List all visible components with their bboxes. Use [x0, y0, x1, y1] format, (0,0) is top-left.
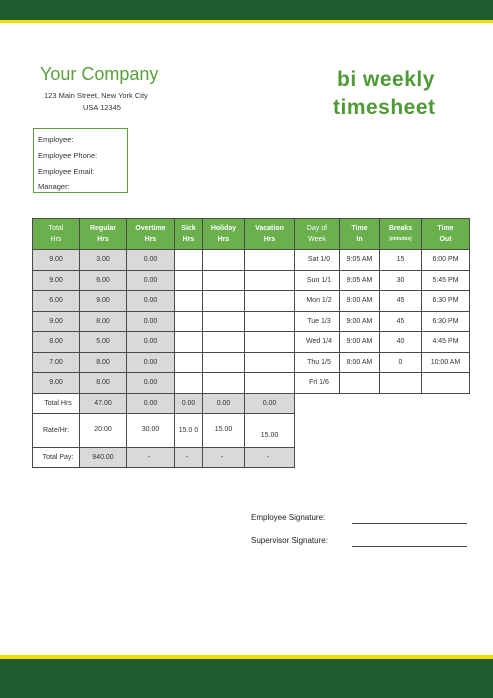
vacation-hrs-cell[interactable] — [245, 311, 295, 332]
breaks-cell[interactable]: 45 — [380, 311, 422, 332]
time-in-cell[interactable]: 9:00 AM — [340, 332, 380, 353]
day-of-week-cell[interactable]: Fri 1/6 — [295, 373, 340, 394]
company-name: Your Company — [40, 64, 159, 84]
regular-hrs-cell[interactable]: 8.00 — [80, 311, 127, 332]
sick-hrs-cell[interactable] — [175, 352, 203, 373]
overtime-hrs-cell[interactable]: 0.00 — [127, 311, 175, 332]
column-header-line2: Week — [308, 236, 326, 243]
column-header — [33, 219, 80, 250]
total-hrs-regular: 47.00 — [80, 393, 127, 414]
vacation-hrs-cell[interactable] — [245, 270, 295, 291]
day-of-week-cell[interactable]: Sun 1/1 — [295, 270, 340, 291]
column-header — [127, 219, 175, 250]
vacation-hrs-cell[interactable] — [245, 250, 295, 271]
regular-hrs-cell[interactable]: 5.00 — [80, 332, 127, 353]
column-header-line2: Hrs — [182, 236, 195, 243]
time-out-cell[interactable]: 10:00 AM — [422, 352, 470, 373]
total-pay-vacation: - — [245, 448, 295, 468]
supervisor-signature-label: Supervisor Signature: — [251, 536, 328, 545]
total-pay-overtime: - — [127, 448, 175, 468]
title-line2: timesheet — [333, 96, 436, 119]
holiday-hrs-cell[interactable] — [203, 270, 245, 291]
time-in-cell[interactable] — [340, 373, 380, 394]
holiday-hrs-cell[interactable] — [203, 332, 245, 353]
column-header-line2: In — [356, 236, 363, 243]
time-out-cell[interactable]: 5:45 PM — [422, 270, 470, 291]
rate-holiday[interactable]: 15.00 — [203, 414, 245, 448]
overtime-hrs-cell[interactable]: 0.00 — [127, 332, 175, 353]
employee-signature-label: Employee Signature: — [251, 513, 326, 522]
overtime-hrs-cell[interactable]: 0.00 — [127, 270, 175, 291]
empty-area — [295, 393, 470, 414]
time-in-cell[interactable]: 9:05 AM — [340, 250, 380, 271]
column-header — [245, 219, 295, 250]
total-hrs-overtime: 0.00 — [127, 393, 175, 414]
title-line1: bi weekly — [337, 68, 435, 91]
table-row — [33, 250, 470, 271]
column-header — [340, 219, 380, 250]
time-in-cell[interactable]: 9:00 AM — [340, 291, 380, 312]
day-of-week-cell[interactable]: Thu 1/5 — [295, 352, 340, 373]
column-header-line1: Regular — [89, 225, 117, 232]
total-pay-row — [33, 448, 470, 468]
supervisor-signature-line[interactable] — [352, 546, 467, 547]
column-header-line1: Total — [48, 225, 64, 232]
holiday-hrs-cell[interactable] — [203, 291, 245, 312]
table-row — [33, 352, 470, 373]
total-hrs-vacation: 0.00 — [245, 393, 295, 414]
time-out-cell[interactable] — [422, 373, 470, 394]
column-header — [80, 219, 127, 250]
sick-hrs-cell[interactable] — [175, 250, 203, 271]
total-hrs-row — [33, 393, 470, 414]
table-row — [33, 332, 470, 353]
sick-hrs-cell[interactable] — [175, 332, 203, 353]
column-header-line1: Overtime — [135, 225, 166, 232]
column-header — [295, 219, 340, 250]
table-row — [33, 373, 470, 394]
rate-vacation[interactable]: 15.00 — [245, 414, 295, 448]
column-header-line2: Out — [439, 236, 452, 243]
overtime-hrs-cell[interactable]: 0.00 — [127, 291, 175, 312]
manager-label: Manager: — [38, 182, 70, 191]
column-header-line1: Breaks — [388, 225, 413, 232]
rate-overtime[interactable]: 30.00 — [127, 414, 175, 448]
holiday-hrs-cell[interactable] — [203, 352, 245, 373]
breaks-cell[interactable]: 45 — [380, 291, 422, 312]
total-hrs-cell: 9.00 — [33, 311, 80, 332]
time-in-cell[interactable]: 9:05 AM — [340, 270, 380, 291]
day-of-week-cell[interactable]: Tue 1/3 — [295, 311, 340, 332]
total-pay-label: Total Pay: — [33, 448, 80, 468]
total-hrs-cell: 9.00 — [33, 373, 80, 394]
table-body — [33, 250, 470, 468]
column-header-line2: Hrs — [50, 236, 62, 243]
column-header-line2: (minutes) — [389, 236, 412, 242]
total-hrs-cell: 6.00 — [33, 291, 80, 312]
total-pay-holiday: - — [203, 448, 245, 468]
total-hrs-cell: 9.00 — [33, 270, 80, 291]
rate-regular[interactable]: 20.00 — [80, 414, 127, 448]
sick-hrs-cell[interactable] — [175, 291, 203, 312]
overtime-hrs-cell[interactable]: 0.00 — [127, 352, 175, 373]
total-hrs-cell: 8.00 — [33, 332, 80, 353]
column-header-line2: Hrs — [263, 236, 276, 243]
overtime-hrs-cell[interactable]: 0.00 — [127, 373, 175, 394]
empty-area — [295, 448, 470, 468]
employee-phone-label: Employee Phone: — [38, 151, 98, 160]
column-header-line1: Time — [351, 225, 368, 232]
column-header-line1: Time — [437, 225, 454, 232]
day-of-week-cell[interactable]: Sat 1/0 — [295, 250, 340, 271]
vacation-hrs-cell[interactable] — [245, 291, 295, 312]
regular-hrs-cell[interactable]: 8.00 — [80, 373, 127, 394]
total-hrs-label: Total Hrs — [33, 393, 80, 414]
timesheet-table — [32, 218, 470, 468]
vacation-hrs-cell[interactable] — [245, 352, 295, 373]
column-header — [380, 219, 422, 250]
time-out-cell[interactable]: 6:00 PM — [422, 250, 470, 271]
holiday-hrs-cell[interactable] — [203, 311, 245, 332]
rate-sick[interactable]: 15.0 0 — [175, 414, 203, 448]
column-header-line1: Sick — [181, 225, 196, 232]
time-in-cell[interactable]: 9:00 AM — [340, 311, 380, 332]
empty-area — [295, 414, 470, 448]
total-hrs-cell: 7.00 — [33, 352, 80, 373]
time-in-cell[interactable]: 8:00 AM — [340, 352, 380, 373]
column-header-line2: Hrs — [144, 236, 157, 243]
breaks-cell[interactable]: 30 — [380, 270, 422, 291]
breaks-cell[interactable] — [380, 373, 422, 394]
breaks-cell[interactable]: 0 — [380, 352, 422, 373]
total-pay-sick: - — [175, 448, 203, 468]
regular-hrs-cell[interactable]: 8.00 — [80, 352, 127, 373]
company-address-line2: USA 12345 — [83, 103, 121, 112]
sick-hrs-cell[interactable] — [175, 270, 203, 291]
day-of-week-cell[interactable]: Mon 1/2 — [295, 291, 340, 312]
rate-label: Rate/Hr: — [33, 414, 80, 448]
time-out-cell[interactable]: 6:30 PM — [422, 311, 470, 332]
total-hrs-holiday: 0.00 — [203, 393, 245, 414]
rate-row — [33, 414, 470, 448]
total-hrs-cell: 9.00 — [33, 250, 80, 271]
column-header-line2: Hrs — [97, 236, 109, 243]
column-header — [175, 219, 203, 250]
regular-hrs-cell[interactable]: 3.00 — [80, 250, 127, 271]
sick-hrs-cell[interactable] — [175, 373, 203, 394]
column-header-line1: Holiday — [210, 225, 237, 232]
regular-hrs-cell[interactable]: 6.00 — [80, 270, 127, 291]
employee-info-box — [33, 128, 128, 193]
table-row — [33, 311, 470, 332]
column-header — [203, 219, 245, 250]
column-header — [422, 219, 470, 250]
table-row — [33, 270, 470, 291]
holiday-hrs-cell[interactable] — [203, 373, 245, 394]
regular-hrs-cell[interactable]: 9.00 — [80, 291, 127, 312]
total-pay-regular: 940.00 — [80, 448, 127, 468]
overtime-hrs-cell[interactable]: 0.00 — [127, 250, 175, 271]
column-header-line1: Vacation — [255, 225, 284, 232]
vacation-hrs-cell[interactable] — [245, 332, 295, 353]
column-header-line1: Day of — [306, 225, 328, 232]
sick-hrs-cell[interactable] — [175, 311, 203, 332]
top-band — [0, 0, 493, 20]
breaks-cell[interactable]: 40 — [380, 332, 422, 353]
company-address-line1: 123 Main Street, New York City — [44, 91, 148, 100]
holiday-hrs-cell[interactable] — [203, 250, 245, 271]
column-header-line2: Hrs — [217, 236, 230, 243]
bottom-band — [0, 659, 493, 698]
top-accent-stripe — [0, 20, 493, 23]
employee-email-label: Employee Email: — [38, 167, 95, 176]
table-row — [33, 291, 470, 312]
day-of-week-cell[interactable]: Wed 1/4 — [295, 332, 340, 353]
table-header-row — [33, 219, 470, 250]
total-hrs-sick: 0.00 — [175, 393, 203, 414]
time-out-cell[interactable]: 4:45 PM — [422, 332, 470, 353]
time-out-cell[interactable]: 6:30 PM — [422, 291, 470, 312]
employee-label: Employee: — [38, 135, 74, 144]
breaks-cell[interactable]: 15 — [380, 250, 422, 271]
employee-signature-line[interactable] — [352, 523, 467, 524]
vacation-hrs-cell[interactable] — [245, 373, 295, 394]
